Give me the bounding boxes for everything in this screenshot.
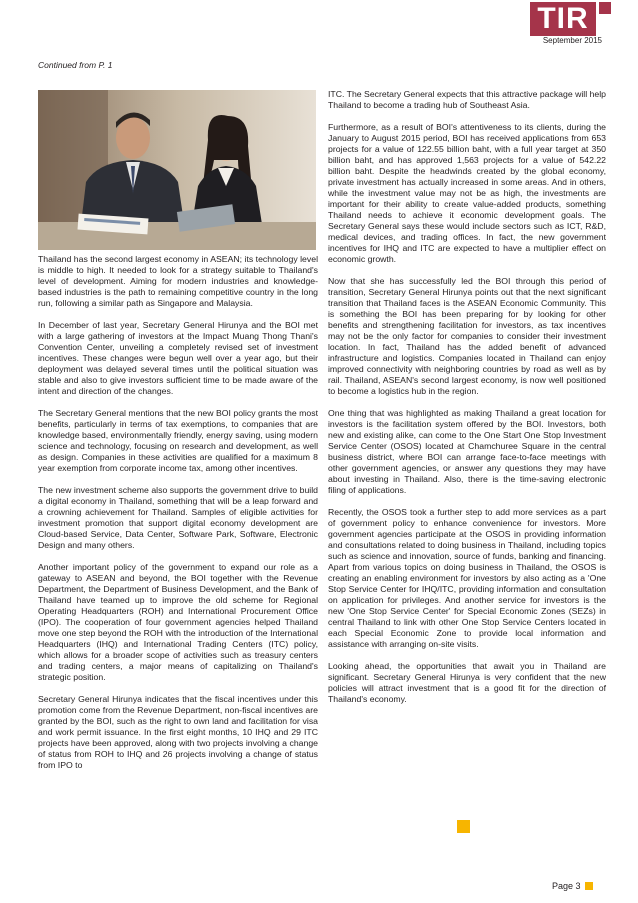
right-paragraph: Recently, the OSOS took a further step to add more services as a part of government policy to enhance convenience for investors. More government agencies participate at the OSOS in providing information and consultations related to doing business in Thailand, including topics such as science and innovation, source of funds, banking and financing. Apart from various topics on doing business in Thailand, the OSOS is creating an enabling environment for investors by also acting as a 'One Stop Service Center for IHQ/ITC, providing information and consultation on application for privileges. And another service for investors is the new 'One Stop Service Center' for Special Economic Zones (SEZs) in central Thailand to link with other One Stop Service Centers located in each Special Economic Zone to provide local information and assistance with arranging on-site visits. [328,507,606,649]
tir-logo: TIR [530,2,596,36]
right-paragraph: ITC. The Secretary General expects that this attractive package will help Thailand to become a trading hub of Southeast Asia. [328,89,606,110]
right-paragraph: Now that she has successfully led the BOI through this period of transition, Secretary General Hirunya points out that the next significant transition that Thailand faces is the ASEAN Economic Community. This is something the BOI has been preparing for by looking for other benefits and strengthening facilitation for investors, as tax incentives may not be the only factor for companies to consider their investment location. In fact, Thailand has the added benefit of advanced infrastructure and logistics. Companies located in Thailand can enjoy improved connectivity with neighboring countries by road as well as by rail. Thailand, ASEAN's second largest economy, is now well positioned to become a logistics hub in the region. [328,276,606,396]
footer-accent-square [585,882,593,890]
page-number: Page 3 [552,881,581,891]
left-paragraph: In December of last year, Secretary General Hirunya and the BOI met with a large gathering of investors at the Impact Muang Thong Thani's Convention Center, unveiling a completely revised set of investment incentives. These changes were begun well over a year ago, but their deployment was delayed several times until the political situation was stable and also to give investors sufficient time to be made aware of the intent and direction of the changes. [38,320,318,396]
issue-date: September 2015 [542,36,602,45]
continued-note: Continued from P. 1 [38,60,113,70]
right-paragraph: One thing that was highlighted as making Thailand a great location for investors is the facilitation system offered by the BOI. Investors, both new and existing alike, can come to the One Start One Stop Investment Service Center (OSOS) located at Chamchuree Square in the central business district, where BOI can arrange face-to-face meetings with other government agencies, or answer any questions they may have about investing in Thailand. Also, there is the time-saving electronic filing of applications. [328,408,606,495]
left-paragraph: The Secretary General mentions that the new BOI policy grants the most benefits, particularly in terms of tax exemptions, to companies that are knowledge based, environmentally friendly, energy saving, using modern science and technology, focusing on research and development, as well as design. Companies in these activities are qualified for a maximum 8 year exemption from corporate income tax, among other incentives. [38,408,318,473]
page-footer [552,881,593,891]
article-end-mark [457,820,470,833]
left-paragraph: The new investment scheme also supports the government drive to build a digital economy in Thailand, something that will be a leap forward and a crowning achievement for Thailand. Samples of eligible activities for investment promotion that support digital economy development are Cloud-based Service, Data Center, Software Park, Software, Electronic Design and many others. [38,485,318,550]
left-column [38,254,318,782]
right-paragraph: Looking ahead, the opportunities that await you in Thailand are significant. Secretary General Hirunya is very confident that the new policies will attract investment that is a good fit for the direction of Thailand's economy. [328,661,606,704]
logo-accent-square [599,2,611,14]
left-paragraph: Secretary General Hirunya indicates that the fiscal incentives under this promotion come from the Revenue Department, non-fiscal incentives are granted by the BOI, such as the right to own land and facilitation for visa and work permit issuance. In the first eight months, 10 IHQ and 29 ITC projects have been approved, along with two projects involving a change of status from ROH to IHQ and 26 projects involving a change of status from IPO to [38,694,318,770]
right-column [328,89,606,716]
business-meeting-photo [38,90,316,250]
article-photo [38,90,316,250]
left-paragraph: Thailand has the second largest economy in ASEAN; its technology level is middle to high. It needed to look for a strategy suitable to Thailand's level of development. Aiming for modern industries and knowledge-based industries is the path to remaining competitive country in the long run, following a similar path as Singapore and Malaysia. [38,254,318,308]
left-paragraph: Another important policy of the government to expand our role as a gateway to ASEAN and beyond, the BOI together with the Revenue Department, the Department of Business Development, and the Bank of Thailand have teamed up to improve the old scheme for Regional Operating Headquarters (ROH) and International Procurement Office (IPO). The cooperation of four government agencies helped Thailand move one step beyond the ROH with the introduction of the International Headquarters (IHQ) and International Trading Centers (ITC) policy, which allows for a broader scope of activities such as treasury centers and trading centers, a major means of capitalizing on Thailand's strategic position. [38,562,318,682]
right-paragraph: Furthermore, as a result of BOI's attentiveness to its clients, during the January to August 2015 period, BOI has received applications from 653 projects for a value of 122.55 billion baht, with a full year target at 350 billion baht, and has approved 1,563 projects for a value of 542.22 billion baht. Despite the headwinds created by the global economy, private investment has actually increased in some areas. And in others, while the investment value may not be as high, the investments are important for their ability to create value-added products, something Thailand needs to achieve it economic development goals. The Secretary General says these would include sectors such as ICT, R&D, medical devices, and trading offices. In fact, the new government incentives for IHQ and ITC are expected to have a multiplier effect on economic growth. [328,122,606,264]
